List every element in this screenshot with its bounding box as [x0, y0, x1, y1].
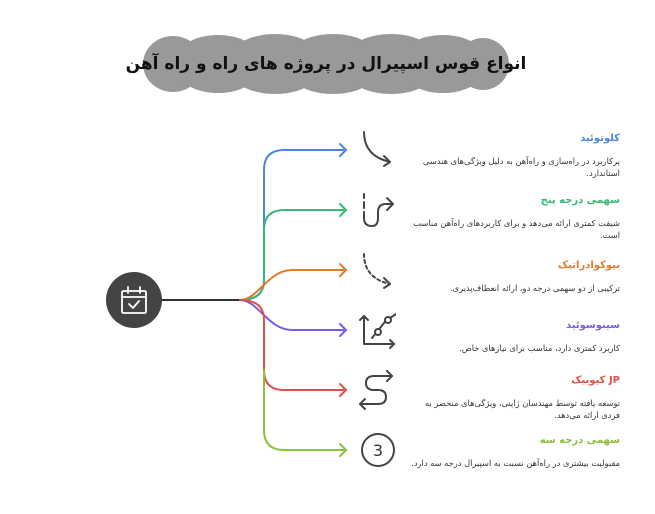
dashed-curved-arrow-icon	[356, 250, 396, 290]
item-title: JP کیوبیک	[571, 375, 620, 386]
item-title: سینوسوئید	[566, 320, 620, 331]
item-title: بیوکوادراتیک	[557, 260, 620, 271]
branch-line-2	[240, 210, 346, 300]
item-description: مقبولیت بیشتری در راه‌آهن نسبت به اسپیرال درجه سه دارد.	[411, 458, 620, 468]
line-graph-icon	[356, 310, 396, 350]
curved-arrow-icon	[356, 128, 396, 168]
svg-text:3: 3	[372, 441, 384, 460]
item-description: شیفت کمتری ارائه می‌دهد و برای کاربردهای راه‌آهن مناسب است.	[413, 218, 620, 240]
dashed-u-turn-arrow-icon	[356, 190, 396, 230]
item-title: سهمی درجه پنج	[540, 195, 620, 206]
item-description: کاربرد کمتری دارد، مناسب برای نیازهای خاص.	[459, 343, 620, 353]
s-curve-arrows-icon	[356, 370, 396, 410]
item-title: سهمی درجه سه	[539, 435, 620, 446]
list-item	[405, 434, 620, 469]
branch-line-6	[264, 370, 346, 450]
item-description: ترکیبی از دو سهمی درجه دو، ارائه انعطاف‌پذیری.	[450, 283, 620, 293]
list-item	[405, 132, 620, 179]
list-item	[405, 194, 620, 241]
number-three-circle-icon	[358, 430, 398, 470]
item-title: کلوتوئید	[580, 133, 620, 144]
hub-node	[106, 272, 162, 328]
branch-line-1	[240, 150, 346, 300]
list-item	[405, 374, 620, 421]
branch-line-5	[240, 300, 346, 390]
page-title: انواع قوس اسپیرال در پروژه های راه و راه آهن	[125, 54, 527, 74]
list-item	[405, 259, 620, 294]
item-description: توسعه یافته توسط مهندسان ژاپنی، ویژگی‌های منحصر به فردی ارائه می‌دهد.	[424, 398, 620, 420]
item-description: پرکاربرد در راه‌سازی و راه‌آهن به دلیل ویژگی‌های هندسی استاندارد.	[422, 156, 620, 178]
list-item	[405, 319, 620, 354]
calendar-check-icon	[118, 284, 150, 316]
